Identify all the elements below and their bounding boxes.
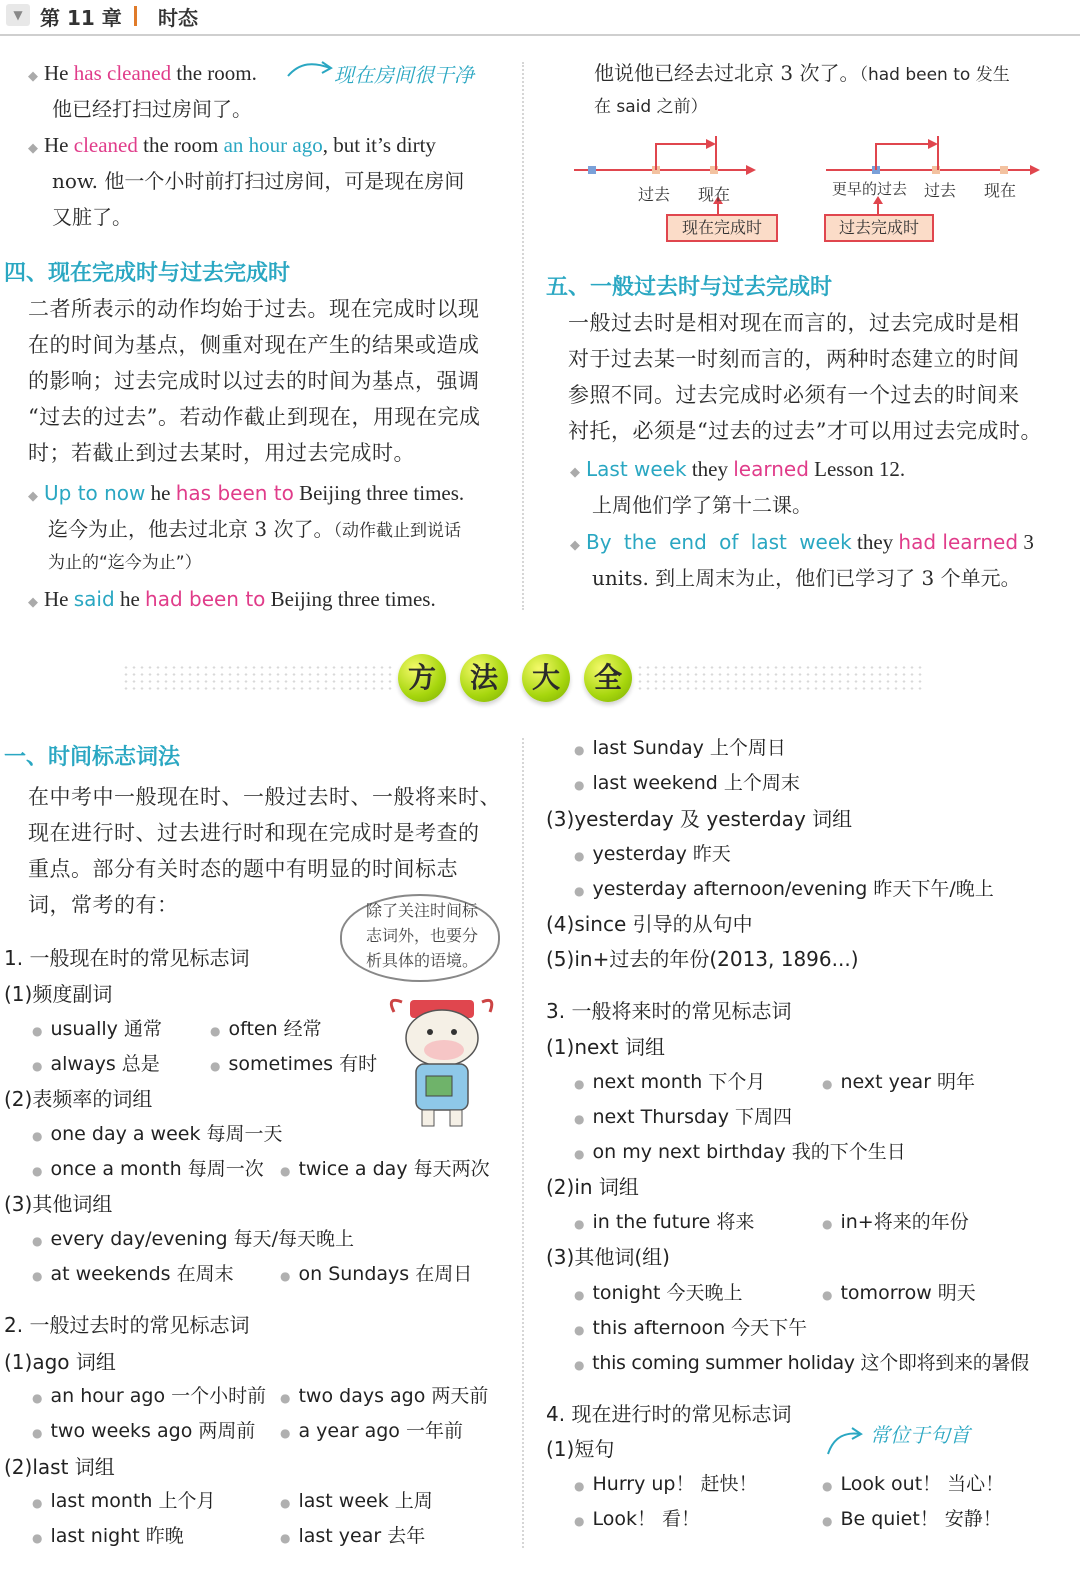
list-item: ● yesterday 昨天	[574, 843, 731, 865]
past-perfect-label: 过去完成时	[824, 214, 934, 242]
list-item: ● twice a day 每天两次	[280, 1158, 490, 1180]
section-4-body-1: 二者所表示的动作均始于过去。现在完成时以现	[28, 297, 480, 321]
heading-other-words: (3)其他词(组)	[546, 1245, 670, 1269]
curved-arrow-icon	[824, 1426, 866, 1456]
heading-simple-present: 1. 一般现在时的常见标志词	[4, 946, 250, 970]
method-intro-4: 词，常考的有：	[28, 893, 179, 917]
example-1-cn: 他已经打扫过房间了。	[52, 97, 252, 121]
speech-bubble-text: 除了关注时间标 志词外，也要分 析具体的语境。	[365, 901, 478, 970]
example-3-note: 为止的“迄今为止”）	[48, 553, 202, 573]
method-intro-2: 现在进行时、过去进行时和现在完成时是考查的	[28, 821, 480, 845]
list-item: ● once a month 每周一次	[32, 1158, 264, 1180]
banner-char-1: 方	[398, 654, 446, 702]
chapter-title: 时态	[158, 6, 198, 30]
heading-simple-future: 3. 一般将来时的常见标志词	[546, 999, 792, 1023]
example-5-cn: 上周他们学了第十二课。	[592, 493, 812, 517]
list-item: ● every day/evening 每天/每天晚上	[32, 1228, 355, 1250]
list-item: ● tonight 今天晚上	[574, 1282, 743, 1304]
example-2-cn-2: 又脏了。	[52, 205, 132, 229]
section-5-body-4: 衬托，必须是“过去的过去”才可以用过去完成时。	[568, 419, 1042, 443]
heading-frequency-phrases: (2)表频率的词组	[4, 1087, 153, 1111]
diamond-bullet-icon: ◆	[28, 69, 38, 84]
example-3-en: ◆ Up to now he has been to Beijing three times.	[28, 481, 465, 505]
banner-char-4: 全	[584, 654, 632, 702]
heading-in-past-year: (5)in+过去的年份(2013, 1896...)	[546, 947, 859, 971]
example-1-en: ◆ He has cleaned the room.	[28, 61, 257, 85]
list-item: ● tomorrow 明天	[822, 1282, 976, 1304]
diamond-bullet-icon: ◆	[570, 465, 580, 480]
list-item: ● often 经常	[210, 1018, 322, 1040]
section-4-body-2: 在的时间为基点，侧重对现在产生的结果或造成	[28, 333, 480, 357]
timeline2-now-label: 现在	[984, 181, 1017, 200]
list-item: ● one day a week 每周一天	[32, 1123, 283, 1145]
list-item: ● in+将来的年份	[822, 1211, 969, 1233]
heading-ago-phrases: (1)ago 词组	[4, 1350, 116, 1374]
diamond-bullet-icon: ◆	[28, 489, 38, 504]
heading-other-phrases: (3)其他词组	[4, 1192, 113, 1216]
list-item: ● Be quiet！ 安静！	[822, 1508, 1002, 1530]
list-item: ● two weeks ago 两周前	[32, 1420, 256, 1442]
list-item: ● last Sunday 上个周日	[574, 737, 786, 759]
banner-char-3: 大	[522, 654, 570, 702]
list-item: ● Look out！ 当心！	[822, 1473, 1005, 1495]
method-intro-1: 在中考中一般现在时、一般过去时、一般将来时、	[28, 785, 501, 809]
column-divider-top	[522, 62, 524, 610]
list-item: ● on Sundays 在周日	[280, 1263, 473, 1285]
chevron-down-icon[interactable]: ▼	[6, 4, 30, 26]
section-4-body-4: “过去的过去”。若动作截止到现在，用现在完成	[28, 405, 481, 429]
diamond-bullet-icon: ◆	[28, 141, 38, 156]
heading-frequency-adverbs: (1)频度副词	[4, 982, 113, 1006]
page-header	[0, 0, 1080, 36]
example-5-en: ◆ Last week they learned Lesson 12.	[570, 457, 906, 481]
timeline1-past-label: 过去	[638, 185, 671, 204]
list-item: ● this coming summer holiday 这个即将到来的暑假	[574, 1352, 1029, 1374]
method-intro-3: 重点。部分有关时态的题中有明显的时间标志	[28, 857, 458, 881]
example-3-cn: 迄今为止，他去过北京 3 次了。（动作截止到说话	[48, 517, 461, 541]
list-item: ● yesterday afternoon/evening 昨天下午/晚上	[574, 878, 994, 900]
chapter-number: 第 11 章	[40, 6, 122, 30]
heading-present-continuous: 4. 现在进行时的常见标志词	[546, 1402, 792, 1426]
section-4-body-5: 时；若截止到过去某时，用过去完成时。	[28, 441, 415, 465]
list-item: ● next year 明年	[822, 1071, 976, 1093]
heading-in-phrases: (2)in 词组	[546, 1175, 639, 1199]
section-5-body-2: 对于过去某一时刻而言的，两种时态建立的时间	[568, 347, 1020, 371]
list-item: ● next month 下个月	[574, 1071, 766, 1093]
column-divider-bottom	[522, 738, 524, 1548]
cartoon-cow-mascot-icon	[386, 992, 496, 1132]
section-5-title: 五、一般过去时与过去完成时	[546, 275, 833, 300]
example-2-en: ◆ He cleaned the room an hour ago, but it’s dirty	[28, 133, 436, 157]
list-item: ● last month 上个月	[32, 1490, 216, 1512]
example-6-cn: units. 到上周末为止，他们已学习了 3 个单元。	[592, 566, 1021, 590]
list-item: ● always 总是	[32, 1053, 160, 1075]
banner-dots-left	[122, 664, 396, 692]
heading-since: (4)since 引导的从句中	[546, 912, 753, 936]
short-sentence-handnote: 常位于句首	[870, 1423, 970, 1447]
heading-next-phrases: (1)next 词组	[546, 1035, 665, 1059]
list-item: ● sometimes 有时	[210, 1053, 378, 1075]
list-item: ● in the future 将来	[574, 1211, 755, 1233]
list-item: ● at weekends 在周末	[32, 1263, 234, 1285]
method-1-title: 一、时间标志词法	[4, 745, 181, 770]
list-item: ● last year 去年	[280, 1525, 426, 1547]
list-item: ● next Thursday 下周四	[574, 1106, 793, 1128]
section-4-body-3: 的影响；过去完成时以过去的时间为基点，强调	[28, 369, 480, 393]
timeline1-now-label: 现在	[698, 185, 731, 204]
example-2-cn-1: now. 他一个小时前打扫过房间，可是现在房间	[52, 169, 465, 193]
list-item: ● an hour ago 一个小时前	[32, 1385, 267, 1407]
curved-arrow-icon	[286, 58, 334, 80]
timeline2-past-label: 过去	[924, 181, 957, 200]
banner-dots-right	[636, 664, 926, 692]
section-4-title: 四、现在完成时与过去完成时	[4, 261, 291, 286]
list-item: ● last week 上周	[280, 1490, 433, 1512]
heading-simple-past: 2. 一般过去时的常见标志词	[4, 1313, 250, 1337]
list-item: ● this afternoon 今天下午	[574, 1317, 808, 1339]
example-1-handnote: 现在房间很干净	[334, 63, 474, 87]
timeline2-earlier-label: 更早的过去	[832, 180, 908, 198]
banner-char-2: 法	[460, 654, 508, 702]
list-item: ● usually 通常	[32, 1018, 162, 1040]
heading-short-sentences: (1)短句	[546, 1437, 615, 1461]
list-item: ● last night 昨晚	[32, 1525, 184, 1547]
section-5-body-3: 参照不同。过去完成时必须有一个过去的时间来	[568, 383, 1020, 407]
header-divider	[134, 6, 137, 26]
list-item: ● two days ago 两天前	[280, 1385, 489, 1407]
list-item: ● Look！ 看！	[574, 1508, 701, 1530]
heading-last-phrases: (2)last 词组	[4, 1455, 115, 1479]
section-5-body-1: 一般过去时是相对现在而言的，过去完成时是相	[568, 311, 1020, 335]
example-4-en: ◆ He said he had been to Beijing three times.	[28, 587, 436, 611]
heading-yesterday: (3)yesterday 及 yesterday 词组	[546, 807, 853, 831]
list-item: ● on my next birthday 我的下个生日	[574, 1141, 906, 1163]
list-item: ● a year ago 一年前	[280, 1420, 463, 1442]
list-item: ● last weekend 上个周末	[574, 772, 800, 794]
list-item: ● Hurry up！ 赶快！	[574, 1473, 758, 1495]
present-perfect-label: 现在完成时	[666, 214, 778, 242]
example-4-note: 在 said 之前）	[594, 97, 708, 117]
example-6-en: ◆ By the end of last week they had learned 3	[570, 530, 1034, 554]
diamond-bullet-icon: ◆	[570, 538, 580, 553]
diamond-bullet-icon: ◆	[28, 595, 38, 610]
example-4-cn: 他说他已经去过北京 3 次了。（had been to 发生	[594, 61, 1010, 85]
